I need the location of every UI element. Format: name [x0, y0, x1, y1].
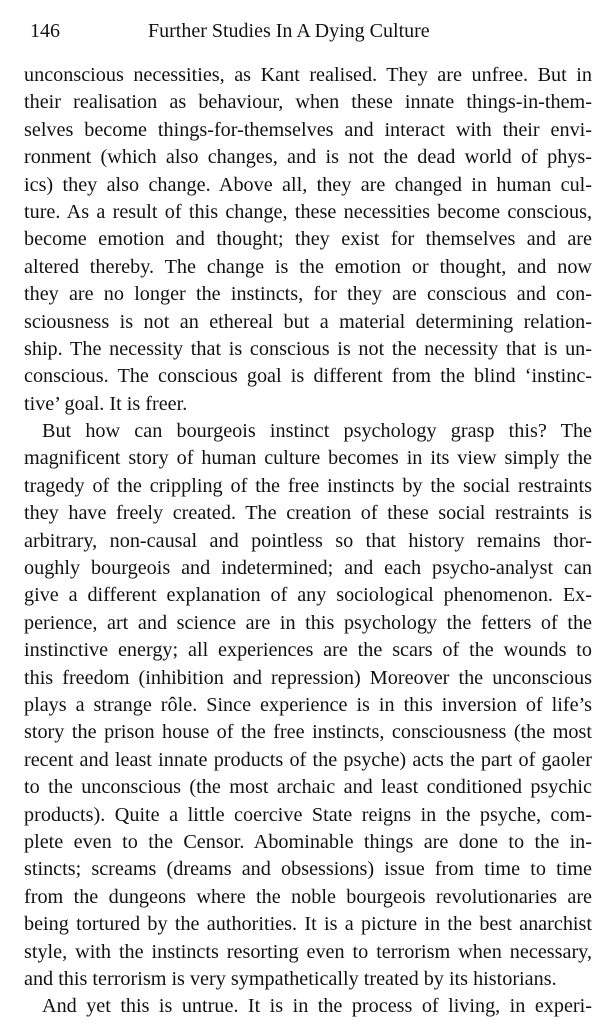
text-line: conscious. The conscious goal is different from the blind ‘instinc-: [24, 365, 592, 388]
page-header: [30, 16, 586, 46]
text-line: ronment (which also changes, and is not the dead world of phys-: [24, 146, 592, 169]
text-line: plete even to the Censor. Abominable things are done to the in-: [24, 830, 592, 853]
running-head: Further Studies In A Dying Culture: [148, 20, 430, 42]
text-line: become emotion and thought; they exist for themselves and are: [24, 228, 592, 251]
text-line: altered thereby. The change is the emotion or thought, and now: [24, 255, 592, 278]
text-line: tive’ goal. It is freer.: [24, 392, 188, 415]
text-line: tragedy of the crippling of the free instincts by the social restraints: [24, 474, 592, 497]
text-line: and this terrorism is very sympathetically treated by its historians.: [24, 967, 557, 990]
text-line: ture. As a result of this change, these necessities become conscious,: [24, 200, 592, 223]
paragraph: [24, 62, 592, 418]
body-text: [24, 62, 592, 1021]
text-line: give a different explanation of any sociological phenomenon. Ex-: [24, 584, 592, 607]
text-line: recent and least innate products of the psyche) acts the part of gaoler: [24, 748, 592, 771]
text-line: oughly bourgeois and indetermined; and each psycho-analyst can: [24, 557, 592, 580]
text-line: perience, art and science are in this psychology the fetters of the: [24, 611, 592, 634]
text-line: instinctive energy; all experiences are the scars of the wounds to: [24, 639, 592, 662]
text-line: they have freely created. The creation of these social restraints is: [24, 502, 592, 525]
text-line: this freedom (inhibition and repression) Moreover the unconscious: [24, 666, 592, 689]
text-line: ship. The necessity that is conscious is not the necessity that is un-: [24, 337, 592, 360]
text-line: magnificent story of human culture becomes in its view simply the: [24, 447, 592, 470]
text-line: story the prison house of the free instincts, consciousness (the most: [24, 721, 592, 744]
text-line: to the unconscious (the most archaic and least conditioned psychic: [24, 776, 592, 799]
text-line: ics) they also change. Above all, they are changed in human cul-: [24, 173, 592, 196]
text-line: selves become things-for-themselves and interact with their envi-: [24, 118, 592, 141]
text-line: from the dungeons where the noble bourgeois revolutionaries are: [24, 885, 592, 908]
text-line: stincts; screams (dreams and obsessions) issue from time to time: [24, 858, 592, 881]
text-line: style, with the instincts resorting even to terrorism when necessary,: [24, 940, 592, 963]
text-line: arbitrary, non-causal and pointless so that history remains thor-: [24, 529, 592, 552]
text-line: products). Quite a little coercive State reigns in the psyche, com-: [24, 803, 592, 826]
paragraph: [24, 993, 592, 1020]
text-line: sciousness is not an ethereal but a material determining relation-: [24, 310, 592, 333]
paragraph: [24, 418, 592, 993]
text-line: plays a strange rôle. Since experience is in this inversion of life’s: [24, 693, 592, 716]
text-line: But how can bourgeois instinct psychology grasp this? The: [42, 420, 592, 443]
text-line: being tortured by the authorities. It is a picture in the best anarchist: [24, 913, 592, 936]
page-number: 146: [30, 20, 60, 42]
text-line: And yet this is untrue. It is in the process of living, in experi-: [42, 995, 592, 1018]
text-line: they are no longer the instincts, for they are conscious and con-: [24, 283, 592, 306]
text-line: their realisation as behaviour, when these innate things-in-them-: [24, 91, 592, 114]
text-line: unconscious necessities, as Kant realised. They are unfree. But in: [24, 64, 592, 86]
